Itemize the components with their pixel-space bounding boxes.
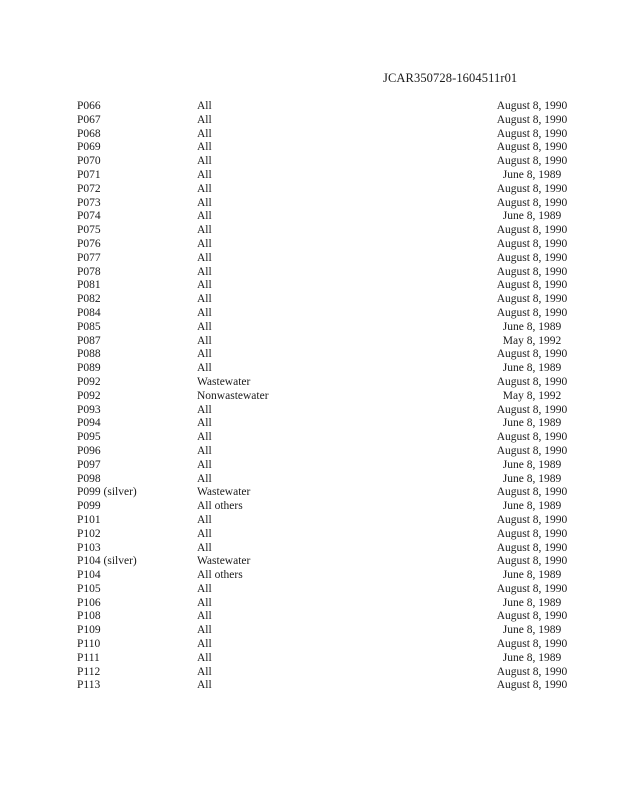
table-row bbox=[0, 114, 621, 128]
subcategory-cell: All bbox=[197, 196, 212, 209]
effective-date-cell: August 8, 1990 bbox=[496, 306, 568, 319]
table-row bbox=[0, 445, 621, 459]
waste-code-cell: P095 bbox=[77, 431, 101, 444]
table-row bbox=[0, 293, 621, 307]
waste-code-cell: P109 bbox=[77, 624, 101, 637]
subcategory-cell: All bbox=[197, 100, 212, 112]
waste-code-cell: P101 bbox=[77, 513, 101, 526]
waste-code-cell: P094 bbox=[77, 417, 101, 430]
waste-code-cell: P084 bbox=[77, 306, 101, 319]
subcategory-cell: All bbox=[197, 403, 212, 416]
effective-date-cell: August 8, 1990 bbox=[496, 638, 568, 651]
waste-code-cell: P087 bbox=[77, 334, 101, 347]
table-row bbox=[0, 376, 621, 390]
waste-code-cell: P102 bbox=[77, 527, 101, 540]
effective-date-cell: June 8, 1989 bbox=[502, 168, 562, 181]
subcategory-cell: Wastewater bbox=[197, 486, 251, 499]
table-row bbox=[0, 321, 621, 335]
effective-date-cell: August 8, 1990 bbox=[496, 403, 568, 416]
effective-date-cell: June 8, 1989 bbox=[502, 624, 562, 637]
waste-code-cell: P104 (silver) bbox=[77, 555, 137, 568]
subcategory-cell: All bbox=[197, 417, 212, 430]
waste-code-cell: P099 bbox=[77, 500, 101, 513]
table-row bbox=[0, 238, 621, 252]
effective-date-cell: June 8, 1989 bbox=[502, 651, 562, 664]
effective-date-cell: June 8, 1989 bbox=[502, 458, 562, 471]
table-row bbox=[0, 279, 621, 293]
effective-date-cell: August 8, 1990 bbox=[496, 582, 568, 595]
waste-code-cell: P105 bbox=[77, 582, 101, 595]
waste-code-cell: P082 bbox=[77, 293, 101, 306]
table-row bbox=[0, 542, 621, 556]
waste-code-cell: P088 bbox=[77, 348, 101, 361]
subcategory-cell: All bbox=[197, 679, 212, 692]
table-row bbox=[0, 473, 621, 487]
subcategory-cell: All bbox=[197, 320, 212, 333]
effective-date-cell: August 8, 1990 bbox=[496, 679, 568, 692]
effective-date-cell: August 8, 1990 bbox=[496, 431, 568, 444]
table-row bbox=[0, 638, 621, 652]
subcategory-cell: All bbox=[197, 362, 212, 375]
subcategory-cell: All others bbox=[197, 569, 243, 582]
table-row bbox=[0, 555, 621, 569]
subcategory-cell: All bbox=[197, 541, 212, 554]
subcategory-cell: All bbox=[197, 334, 212, 347]
subcategory-cell: All bbox=[197, 610, 212, 623]
table-row bbox=[0, 486, 621, 500]
table-row bbox=[0, 266, 621, 280]
waste-code-cell: P103 bbox=[77, 541, 101, 554]
waste-code-cell: P067 bbox=[77, 113, 101, 126]
effective-date-cell: June 8, 1989 bbox=[502, 472, 562, 485]
table-row bbox=[0, 528, 621, 542]
subcategory-cell: All bbox=[197, 596, 212, 609]
effective-date-cell: August 8, 1990 bbox=[496, 141, 568, 154]
subcategory-cell: All bbox=[197, 527, 212, 540]
waste-code-cell: P075 bbox=[77, 224, 101, 237]
subcategory-cell: Wastewater bbox=[197, 375, 251, 388]
effective-date-cell: August 8, 1990 bbox=[496, 293, 568, 306]
waste-code-cell: P089 bbox=[77, 362, 101, 375]
effective-date-cell: August 8, 1990 bbox=[496, 610, 568, 623]
table-row bbox=[0, 252, 621, 266]
waste-code-cell: P072 bbox=[77, 182, 101, 195]
subcategory-cell: All bbox=[197, 237, 212, 250]
waste-code-cell: P111 bbox=[77, 651, 100, 664]
subcategory-cell: All bbox=[197, 224, 212, 237]
subcategory-cell: All bbox=[197, 431, 212, 444]
subcategory-cell: All bbox=[197, 293, 212, 306]
waste-code-cell: P092 bbox=[77, 389, 101, 402]
table-row bbox=[0, 666, 621, 680]
subcategory-cell: All bbox=[197, 472, 212, 485]
waste-code-cell: P081 bbox=[77, 279, 101, 292]
effective-date-cell: August 8, 1990 bbox=[496, 513, 568, 526]
effective-date-cell: June 8, 1989 bbox=[502, 417, 562, 430]
table-row bbox=[0, 362, 621, 376]
subcategory-cell: All bbox=[197, 168, 212, 181]
subcategory-cell: All bbox=[197, 182, 212, 195]
table-row bbox=[0, 128, 621, 142]
effective-date-cell: August 8, 1990 bbox=[496, 555, 568, 568]
subcategory-cell: All bbox=[197, 265, 212, 278]
effective-date-cell: May 8, 1992 bbox=[502, 389, 562, 402]
subcategory-cell: All bbox=[197, 624, 212, 637]
subcategory-cell: All bbox=[197, 279, 212, 292]
subcategory-cell: All bbox=[197, 113, 212, 126]
waste-code-table bbox=[0, 100, 621, 693]
subcategory-cell: All bbox=[197, 127, 212, 140]
table-row bbox=[0, 210, 621, 224]
effective-date-cell: August 8, 1990 bbox=[496, 279, 568, 292]
waste-code-cell: P096 bbox=[77, 444, 101, 457]
effective-date-cell: May 8, 1992 bbox=[502, 334, 562, 347]
waste-code-cell: P085 bbox=[77, 320, 101, 333]
effective-date-cell: June 8, 1989 bbox=[502, 320, 562, 333]
table-row bbox=[0, 431, 621, 445]
subcategory-cell: All bbox=[197, 665, 212, 678]
table-row bbox=[0, 141, 621, 155]
subcategory-cell: All bbox=[197, 306, 212, 319]
table-row bbox=[0, 183, 621, 197]
waste-code-cell: P106 bbox=[77, 596, 101, 609]
waste-code-cell: P113 bbox=[77, 679, 101, 692]
waste-code-cell: P074 bbox=[77, 210, 101, 223]
effective-date-cell: August 8, 1990 bbox=[496, 237, 568, 250]
table-row bbox=[0, 583, 621, 597]
waste-code-cell: P071 bbox=[77, 168, 101, 181]
table-row bbox=[0, 459, 621, 473]
subcategory-cell: All bbox=[197, 348, 212, 361]
waste-code-cell: P076 bbox=[77, 237, 101, 250]
subcategory-cell: All bbox=[197, 582, 212, 595]
table-row bbox=[0, 197, 621, 211]
subcategory-cell: All bbox=[197, 155, 212, 168]
table-row bbox=[0, 404, 621, 418]
table-row bbox=[0, 390, 621, 404]
table-row bbox=[0, 348, 621, 362]
table-row bbox=[0, 679, 621, 693]
waste-code-cell: P066 bbox=[77, 100, 101, 112]
effective-date-cell: August 8, 1990 bbox=[496, 100, 568, 112]
subcategory-cell: All bbox=[197, 251, 212, 264]
waste-code-cell: P073 bbox=[77, 196, 101, 209]
waste-code-cell: P078 bbox=[77, 265, 101, 278]
table-row bbox=[0, 224, 621, 238]
table-row bbox=[0, 417, 621, 431]
waste-code-cell: P112 bbox=[77, 665, 101, 678]
subcategory-cell: Nonwastewater bbox=[197, 389, 269, 402]
effective-date-cell: August 8, 1990 bbox=[496, 113, 568, 126]
effective-date-cell: August 8, 1990 bbox=[496, 196, 568, 209]
effective-date-cell: August 8, 1990 bbox=[496, 527, 568, 540]
table-row bbox=[0, 307, 621, 321]
subcategory-cell: All bbox=[197, 210, 212, 223]
waste-code-cell: P093 bbox=[77, 403, 101, 416]
waste-code-cell: P110 bbox=[77, 638, 101, 651]
document-id: JCAR350728-1604511r01 bbox=[383, 71, 518, 85]
subcategory-cell: Wastewater bbox=[197, 555, 251, 568]
subcategory-cell: All bbox=[197, 513, 212, 526]
waste-code-cell: P068 bbox=[77, 127, 101, 140]
effective-date-cell: August 8, 1990 bbox=[496, 541, 568, 554]
waste-code-cell: P098 bbox=[77, 472, 101, 485]
table-row bbox=[0, 100, 621, 114]
effective-date-cell: August 8, 1990 bbox=[496, 444, 568, 457]
waste-code-cell: P104 bbox=[77, 569, 101, 582]
subcategory-cell: All others bbox=[197, 500, 243, 513]
table-row bbox=[0, 569, 621, 583]
waste-code-cell: P077 bbox=[77, 251, 101, 264]
effective-date-cell: August 8, 1990 bbox=[496, 665, 568, 678]
effective-date-cell: August 8, 1990 bbox=[496, 224, 568, 237]
effective-date-cell: August 8, 1990 bbox=[496, 265, 568, 278]
effective-date-cell: August 8, 1990 bbox=[496, 127, 568, 140]
effective-date-cell: August 8, 1990 bbox=[496, 155, 568, 168]
table-row bbox=[0, 652, 621, 666]
table-row bbox=[0, 335, 621, 349]
waste-code-cell: P099 (silver) bbox=[77, 486, 137, 499]
table-row bbox=[0, 500, 621, 514]
waste-code-cell: P069 bbox=[77, 141, 101, 154]
effective-date-cell: August 8, 1990 bbox=[496, 182, 568, 195]
effective-date-cell: August 8, 1990 bbox=[496, 251, 568, 264]
effective-date-cell: June 8, 1989 bbox=[502, 362, 562, 375]
table-row bbox=[0, 169, 621, 183]
subcategory-cell: All bbox=[197, 651, 212, 664]
effective-date-cell: August 8, 1990 bbox=[496, 486, 568, 499]
subcategory-cell: All bbox=[197, 444, 212, 457]
subcategory-cell: All bbox=[197, 458, 212, 471]
table-row bbox=[0, 597, 621, 611]
waste-code-cell: P108 bbox=[77, 610, 101, 623]
effective-date-cell: August 8, 1990 bbox=[496, 348, 568, 361]
table-row bbox=[0, 514, 621, 528]
waste-code-cell: P092 bbox=[77, 375, 101, 388]
effective-date-cell: June 8, 1989 bbox=[502, 596, 562, 609]
waste-code-cell: P097 bbox=[77, 458, 101, 471]
waste-code-cell: P070 bbox=[77, 155, 101, 168]
table-row bbox=[0, 624, 621, 638]
table-row bbox=[0, 155, 621, 169]
subcategory-cell: All bbox=[197, 141, 212, 154]
effective-date-cell: June 8, 1989 bbox=[502, 210, 562, 223]
effective-date-cell: June 8, 1989 bbox=[502, 569, 562, 582]
effective-date-cell: August 8, 1990 bbox=[496, 375, 568, 388]
effective-date-cell: June 8, 1989 bbox=[502, 500, 562, 513]
subcategory-cell: All bbox=[197, 638, 212, 651]
table-row bbox=[0, 610, 621, 624]
